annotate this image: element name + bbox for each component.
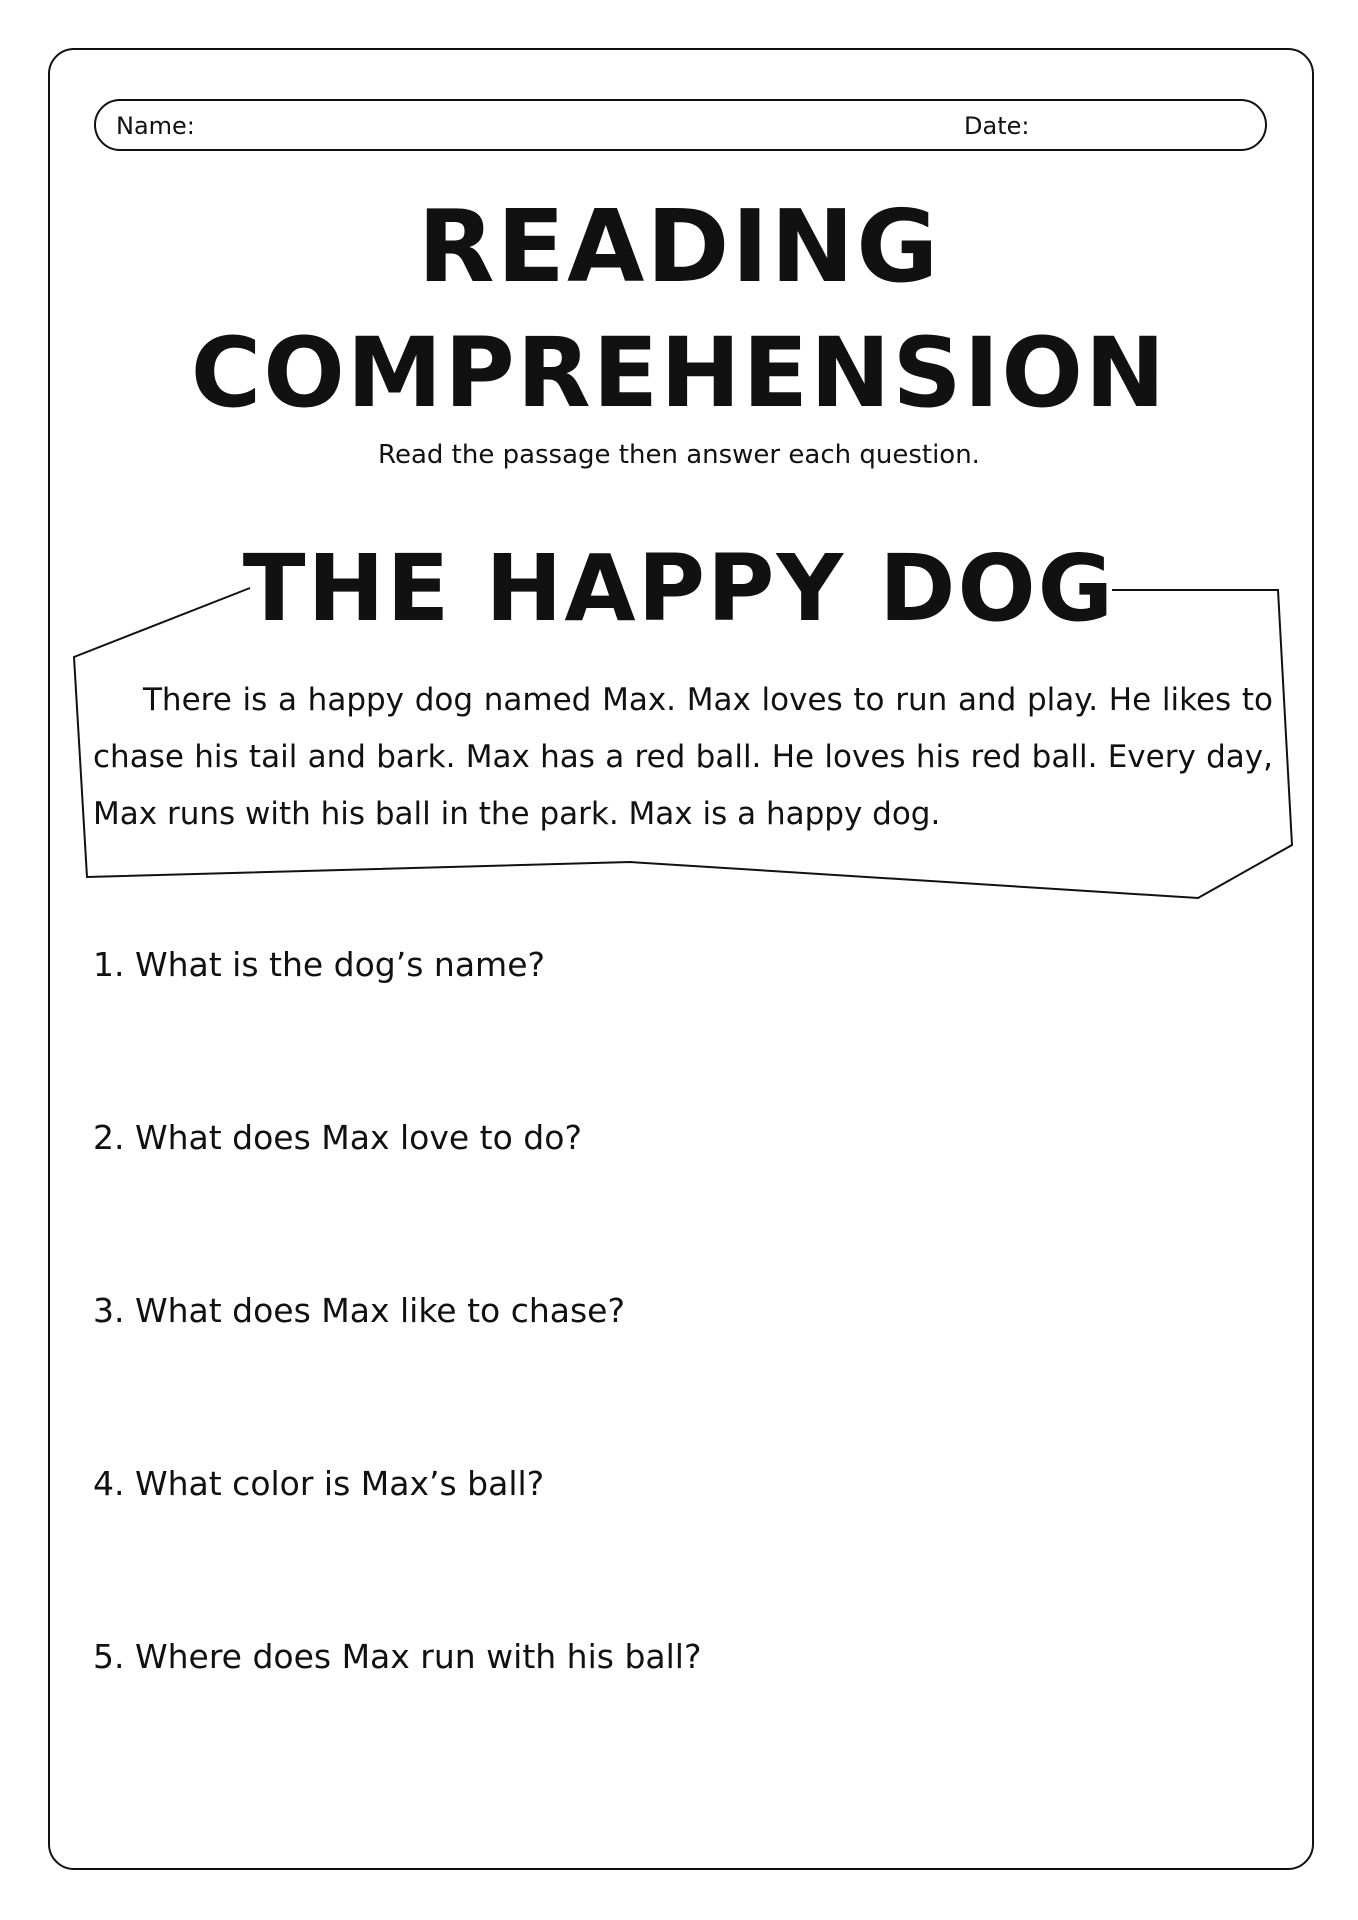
passage-text: There is a happy dog named Max. Max loves to run and play. He likes to chase his tail and bark. Max has a red ball. He loves his red ball. Every day, Max runs with his ball in the park. Max is a happy dog. <box>93 682 1273 832</box>
name-label: Name: <box>116 112 195 140</box>
date-label: Date: <box>964 112 1030 140</box>
instructions: Read the passage then answer each question. <box>378 440 980 470</box>
question-1: 1. What is the dog’s name? <box>93 945 546 984</box>
name-date-bar <box>94 99 1267 151</box>
question-2: 2. What does Max love to do? <box>93 1118 582 1157</box>
question-5: 5. Where does Max run with his ball? <box>93 1637 702 1676</box>
question-3: 3. What does Max like to chase? <box>93 1291 625 1330</box>
worksheet-title-line-1: READING <box>417 188 941 305</box>
worksheet-title-line-2: COMPREHENSION <box>190 317 1168 429</box>
story-title: THE HAPPY DOG <box>242 535 1116 642</box>
question-4: 4. What color is Max’s ball? <box>93 1464 545 1503</box>
